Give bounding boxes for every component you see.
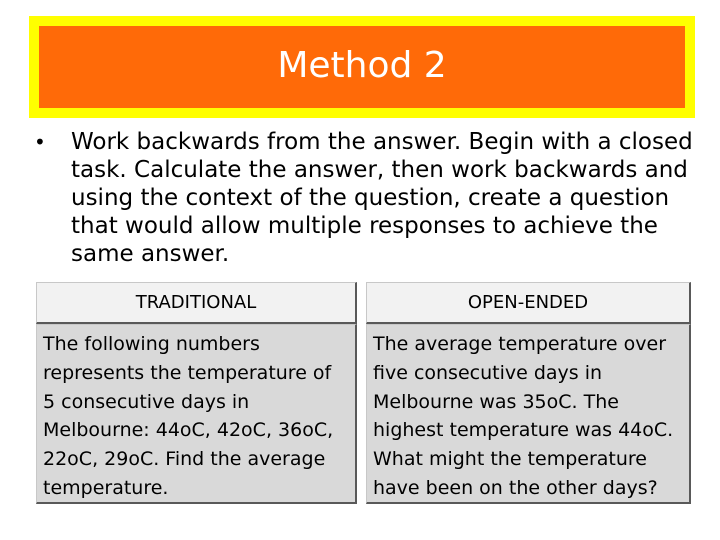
open-ended-body	[366, 324, 691, 504]
title-banner	[29, 16, 695, 118]
bullet-text: Work backwards from the answer. Begin with a closed task. Calculate the answer, then work backwards and using the context of the question, create a question that would allow multiple responses to achieve the same answer.	[71, 129, 693, 267]
traditional-body-text: The following numbers represents the temperature of 5 consecutive days in Melbourne: 44oC, 42oC, 36oC, 22oC, 29oC. Find the average temperature.	[43, 333, 334, 499]
bullet-point	[34, 128, 711, 268]
open-ended-body-text: The average temperature over five consecutive days in Melbourne was 35oC. The highest temperature was 44oC. What might the temperature have been on the other days?	[373, 333, 674, 499]
open-ended-header	[366, 282, 691, 324]
traditional-body	[36, 324, 357, 504]
traditional-header-label: TRADITIONAL	[135, 292, 257, 313]
slide-title: Method 2	[277, 44, 447, 86]
open-ended-header-label: OPEN-ENDED	[467, 292, 589, 313]
title-box	[39, 26, 685, 108]
bullet-icon: •	[34, 130, 46, 154]
traditional-header	[36, 282, 357, 324]
